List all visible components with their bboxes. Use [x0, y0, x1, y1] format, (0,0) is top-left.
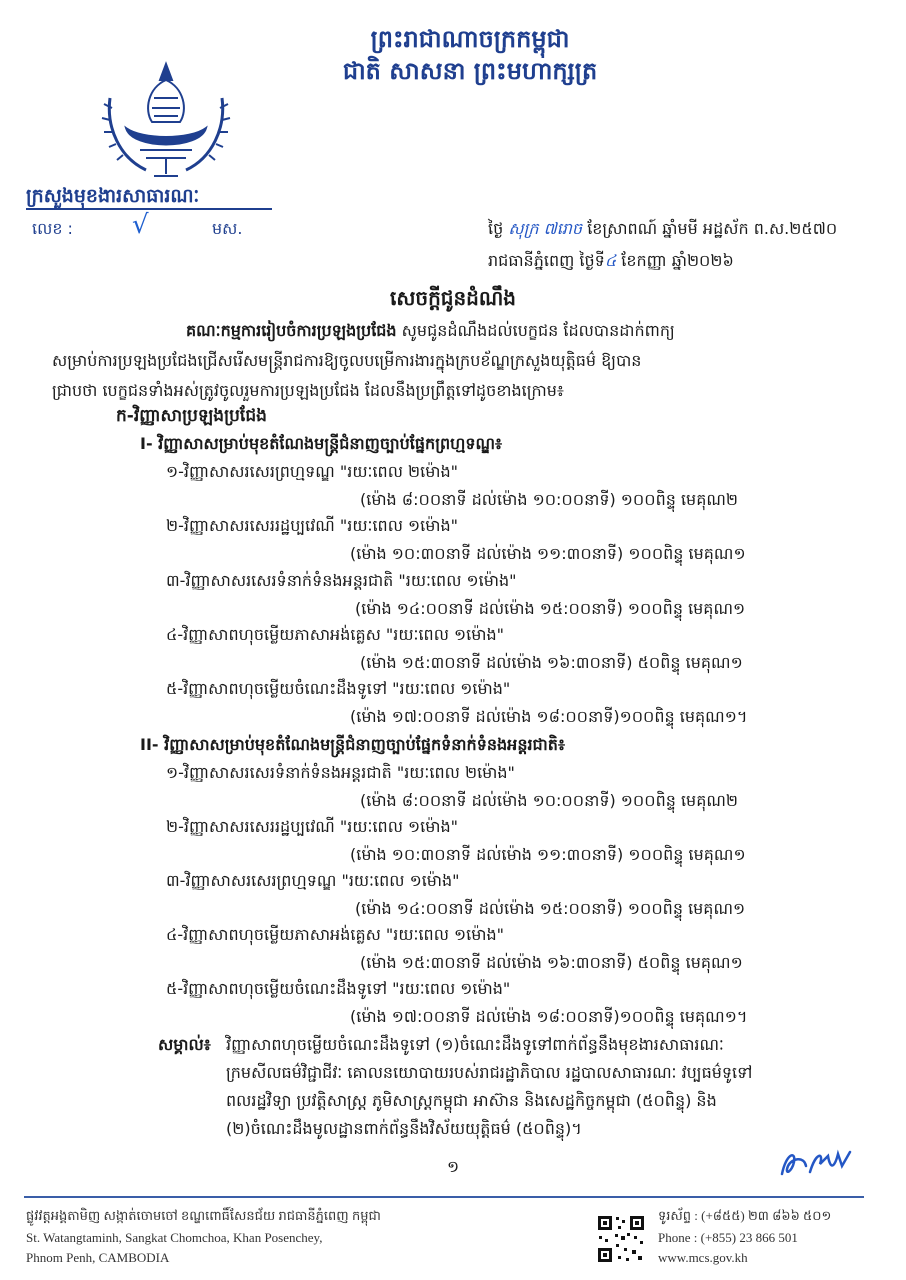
list-item: ១-វិញ្ញាសាសរសេរទំនាក់ទំនងអន្តរជាតិ "រយៈពេល ២ម៉ោង": [166, 763, 515, 782]
list-item: ៥-វិញ្ញាសាពហុចម្លើយចំណេះដឹងទូទៅ "រយៈពេល ១ម៉ោង": [166, 679, 511, 698]
footer-address-en-1: St. Watangtaminh, Sangkat Chomchoa, Khan Posenchey,: [26, 1230, 323, 1245]
list-item-detail: (ម៉ោង ១០:៣០នាទី ដល់ម៉ោង ១១:៣០នាទី) ១០០ពិន្ទុ មេគុណ១: [350, 544, 746, 563]
ministry-underline: [26, 208, 272, 210]
list-item: ៤-វិញ្ញាសាពហុចម្លើយភាសាអង់គ្លេស "រយៈពេល ១ម៉ោង": [166, 625, 504, 644]
ref-checkmark: √: [132, 210, 149, 240]
list-item: ១-វិញ្ញាសាសរសេរព្រហ្មទណ្ឌ "រយៈពេល ២ម៉ោង": [166, 462, 458, 481]
lunar-date: [488, 218, 837, 242]
initials-signature-icon: [776, 1146, 856, 1182]
list-item-detail: (ម៉ោង ១៤:០០នាទី ដល់ម៉ោង ១៥:០០នាទី) ១០០ពិន្ទុ មេគុណ១: [355, 899, 746, 918]
intro-line-2: សម្រាប់ការប្រឡងប្រជែងជ្រើសរើសមន្ត្រីរាជការឱ្យចូលបម្រើការងារក្នុងក្របខ័ណ្ឌក្រសួងយុត្តិធម៌ ឱ្យបាន: [52, 351, 642, 370]
group-1-heading: I- វិញ្ញាសាសម្រាប់មុខតំណែងមន្ត្រីជំនាញច្បាប់ផ្នែកព្រហ្មទណ្ឌ៖: [140, 434, 503, 453]
solar-date: [488, 250, 734, 274]
note-line-1: វិញ្ញាសាពហុចម្លើយចំណេះដឹងទូទៅ (១)ចំណេះដឹងទូទៅពាក់ព័ន្ធនឹងមុខងារសាធារណៈ: [226, 1035, 724, 1054]
note-line-4: (២)ចំណេះដឹងមូលដ្ឋានពាក់ព័ន្ធនឹងវិស័យយុត្តិធម៌ (៥០ពិន្ទុ)។: [226, 1119, 582, 1138]
note-line-3: ពលរដ្ឋវិទ្យា ប្រវត្តិសាស្ត្រ ភូមិសាស្ត្រកម្ពុជា អាស៊ាន និងសេដ្ឋកិច្ចកម្ពុជា (៥០ពិន្ទុ) និង: [226, 1091, 717, 1110]
solar-prefix: រាជធានីភ្នំពេញ ថ្ងៃទី: [488, 251, 605, 270]
list-item: ៣-វិញ្ញាសាសរសេរទំនាក់ទំនងអន្តរជាតិ "រយៈពេល ១ម៉ោង": [166, 571, 517, 590]
footer-address-en-2: Phnom Penh, CAMBODIA: [26, 1250, 170, 1265]
list-item: ៣-វិញ្ញាសាសរសេរព្រហ្មទណ្ឌ "រយៈពេល ១ម៉ោង": [166, 871, 460, 890]
committee-name: គណៈកម្មការរៀបចំការប្រឡងប្រជែង: [186, 321, 397, 340]
national-motto: ជាតិ សាសនា ព្រះមហាក្សត្រ: [342, 56, 598, 85]
lunar-rest: ខែស្រាពណ៍ ឆ្នាំមមី អដ្ឋស័ក ព.ស.២៥៧០: [587, 219, 838, 238]
section-a-heading: ក-វិញ្ញាសាប្រឡងប្រជែង: [116, 406, 267, 426]
footer-phone-en: Phone : (+855) 23 866 501: [658, 1230, 798, 1245]
list-item-detail: (ម៉ោង ១៥:៣០នាទី ដល់ម៉ោង ១៦:៣០នាទី) ៥០ពិន្ទុ មេគុណ១: [360, 653, 743, 672]
note-line-2: ក្រមសីលធម៌វិជ្ជាជីវៈ គោលនយោបាយរបស់រាជរដ្ឋាភិបាល រដ្ឋបាលសាធារណៈ វប្បធម៌ទូទៅ: [226, 1063, 753, 1082]
page-number: ១: [446, 1157, 460, 1176]
solar-day-handwritten: ៤: [604, 251, 617, 270]
intro-line-3: ជ្រាបថា បេក្ខជនទាំងអស់ត្រូវចូលរួមការប្រឡងប្រជែង ដែលនឹងប្រព្រឹត្តទៅដូចខាងក្រោម៖: [52, 381, 564, 400]
list-item-detail: (ម៉ោង ៨:០០នាទី ដល់ម៉ោង ១០:០០នាទី) ១០០ពិន្ទុ មេគុណ២: [360, 490, 738, 509]
group-2-heading: II- វិញ្ញាសាសម្រាប់មុខតំណែងមន្ត្រីជំនាញច្បាប់ផ្នែកទំនាក់ទំនងអន្តរជាតិ៖: [140, 735, 565, 754]
list-item: ២-វិញ្ញាសាសរសេររដ្ឋប្បវេណី "រយៈពេល ១ម៉ោង": [166, 516, 458, 535]
list-item: ៤-វិញ្ញាសាពហុចម្លើយភាសាអង់គ្លេស "រយៈពេល ១ម៉ោង": [166, 925, 504, 944]
list-item-detail: (ម៉ោង ៨:០០នាទី ដល់ម៉ោង ១០:០០នាទី) ១០០ពិន្ទុ មេគុណ២: [360, 791, 738, 810]
qr-code-icon: [596, 1214, 646, 1264]
list-item: ៥-វិញ្ញាសាពហុចម្លើយចំណេះដឹងទូទៅ "រយៈពេល ១ម៉ោង": [166, 979, 511, 998]
list-item-detail: (ម៉ោង ១៥:៣០នាទី ដល់ម៉ោង ១៦:៣០នាទី) ៥០ពិន្ទុ មេគុណ១: [360, 953, 743, 972]
ref-label: លេខ :: [32, 219, 73, 238]
ministry-name: ក្រសួងមុខងារសាធារណៈ: [26, 185, 200, 207]
footer-divider: [24, 1196, 864, 1198]
solar-rest: ខែកញ្ញា ឆ្នាំ២០២៦: [621, 251, 734, 270]
note-label: សម្គាល់៖: [158, 1035, 211, 1054]
list-item-detail: (ម៉ោង ១០:៣០នាទី ដល់ម៉ោង ១១:៣០នាទី) ១០០ពិន្ទុ មេគុណ១: [350, 845, 746, 864]
list-item: ២-វិញ្ញាសាសរសេររដ្ឋប្បវេណី "រយៈពេល ១ម៉ោង": [166, 817, 458, 836]
list-item-detail: (ម៉ោង ១៧:០០នាទី ដល់ម៉ោង ១៨:០០នាទី)១០០ពិន្ទុ មេគុណ១។: [350, 707, 748, 726]
list-item-detail: (ម៉ោង ១៤:០០នាទី ដល់ម៉ោង ១៥:០០នាទី) ១០០ពិន្ទុ មេគុណ១: [355, 599, 746, 618]
list-item-detail: (ម៉ោង ១៧:០០នាទី ដល់ម៉ោង ១៨:០០នាទី)១០០ពិន្ទុ មេគុណ១។: [350, 1007, 748, 1026]
intro-lead-rest: សូមជូនដំណឹងដល់បេក្ខជន ដែលបានដាក់ពាក្យ: [396, 321, 675, 340]
document-title: សេចក្តីជូនដំណឹង: [390, 286, 516, 310]
intro-line-1: [186, 320, 906, 344]
lunar-handwritten: សុក្រ ៧រោច: [508, 219, 583, 238]
kingdom-title: ព្រះរាជាណាចក្រកម្ពុជា: [370, 24, 570, 53]
footer-address-kh: ផ្លូវវត្តអង្គតាមិញ សង្កាត់ចោមចៅ ខណ្ឌពោធិ៍សែនជ័យ រាជធានីភ្នំពេញ កម្ពុជា: [26, 1208, 381, 1223]
footer-phone-kh: ទូរស័ព្ទ : (+៨៥៥) ២៣ ៨៦៦ ៥០១: [658, 1208, 832, 1223]
lunar-prefix: ថ្ងៃ: [488, 219, 504, 238]
ref-suffix: មស.: [212, 219, 243, 238]
ministry-emblem-icon: [96, 58, 236, 186]
footer-website[interactable]: www.mcs.gov.kh: [658, 1250, 748, 1265]
